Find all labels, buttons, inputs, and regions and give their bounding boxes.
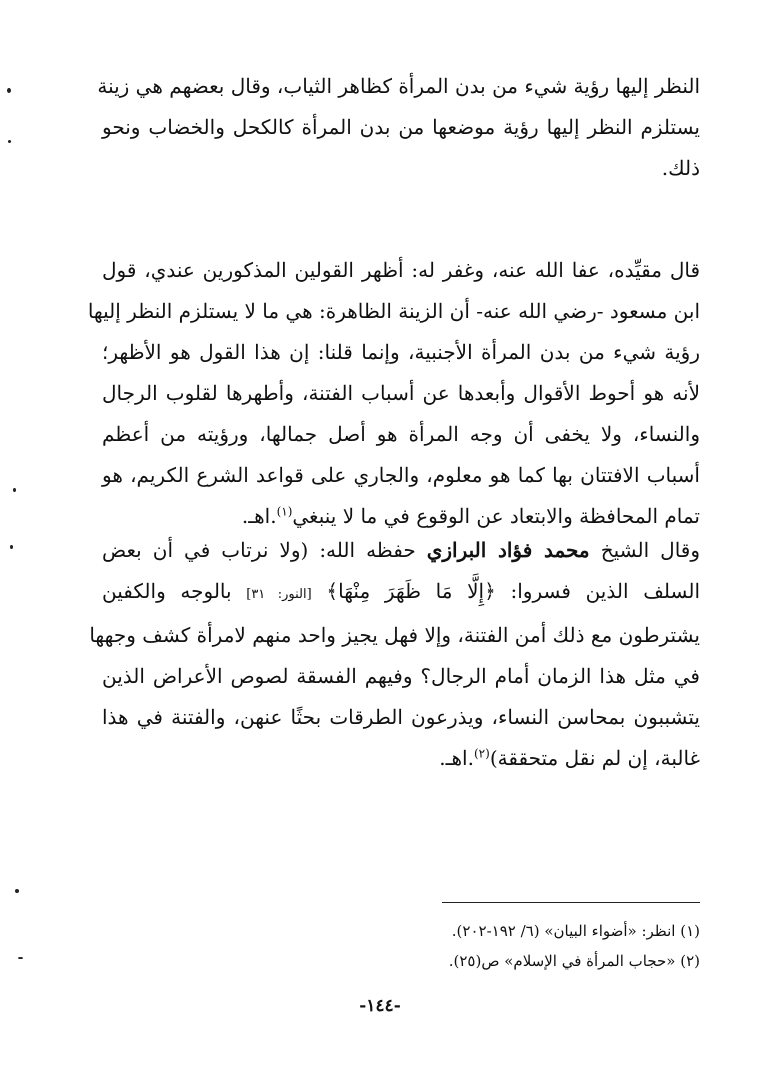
- line-text: السلف الذين فسروا:: [495, 579, 701, 603]
- paragraph-2: [87, 250, 700, 537]
- footnotes: [102, 916, 700, 976]
- text-line: أسباب الافتتان بها كما هو معلوم، والجاري على قواعد الشرع الكريم، هو: [102, 463, 700, 487]
- book-page: [60, 60, 700, 1050]
- text-line: يتشببون بمحاسن النساء، ويذرعون الطرقات بحثًا عنهن، والفتنة في هذا: [102, 705, 700, 729]
- text-line: النظر إليها رؤية شيء من بدن المرأة كظاهر الثياب، وقال بعضهم هي زينة: [97, 74, 700, 98]
- footnote-ref-1: (١): [276, 504, 293, 519]
- text-line: والنساء، ولا يخفى أن وجه المرأة هو أصل جمالها، ورؤيته من أعظم: [102, 422, 700, 446]
- line-text: غالبة، إن لم نقل متحققة): [489, 746, 700, 770]
- scan-speck: [18, 957, 23, 959]
- text-line: يشترطون مع ذلك أمن الفتنة، وإلا فهل يجيز واحد منهم لامرأة كشف وجهها: [89, 623, 700, 647]
- line-text: وقال الشيخ: [589, 538, 701, 562]
- scan-speck: [8, 140, 11, 143]
- line-text: تمام المحافظة والابتعاد عن الوقوع في ما لا ينبغي: [292, 504, 700, 528]
- text-line: ابن مسعود -رضي الله عنه- أن الزينة الظاهرة: هي ما لا يستلزم النظر إليها: [87, 299, 700, 323]
- line-text: بالوجه والكفين: [102, 579, 247, 603]
- footnote-2: (٢) «حجاب المرأة في الإسلام» ص(٢٥).: [448, 952, 700, 970]
- quran-reference: [النور: ٣١]: [246, 587, 312, 602]
- text-line: [102, 738, 700, 779]
- text-line: قال مقيِّده، عفا الله عنه، وغفر له: أظهر القولين المذكورين عندي، قول: [102, 258, 700, 282]
- text-line: [102, 530, 700, 571]
- quran-verse: ﴿إِلَّا مَا ظَهَرَ مِنْهَا﴾: [326, 579, 496, 603]
- abbreviation-end: .اهـ.: [439, 746, 474, 770]
- scan-speck: [10, 545, 13, 549]
- abbreviation-end: .اهـ.: [241, 504, 277, 528]
- text-line: ذلك.: [661, 156, 700, 180]
- scan-speck: [13, 488, 16, 492]
- footnote-separator: [442, 902, 700, 903]
- footnote-1: (١) انظر: «أضواء البيان» (٦/ ١٩٢-٢٠٢).: [451, 922, 700, 940]
- text-line: [102, 571, 700, 615]
- footnote-ref-2: (٢): [473, 746, 490, 761]
- paragraph-1: [97, 66, 700, 189]
- scan-speck: [15, 889, 19, 893]
- text-line: رؤية شيء من بدن المرأة الأجنبية، وإنما قلنا: إن هذا القول هو الأظهر؛: [102, 340, 700, 364]
- scan-speck: [7, 88, 11, 93]
- paragraph-3: [89, 530, 701, 779]
- text-line: لأنه هو أحوط الأقوال وأبعدها عن أسباب الفتنة، وأطهرها لقلوب الرجال: [102, 381, 700, 405]
- line-text: حفظه الله: (ولا نرتاب في أن بعض: [102, 538, 427, 562]
- sheikh-name: محمد فؤاد البرازي: [426, 538, 590, 562]
- text-line: في مثل هذا الزمان أمام الرجال؟ وفيهم الفسقة لصوص الأعراض الذين: [102, 664, 700, 688]
- text-line: يستلزم النظر إليها رؤية موضعها من بدن المرأة كالكحل والخضاب ونحو: [102, 115, 700, 139]
- page-number: -١٤٤-: [359, 996, 401, 1016]
